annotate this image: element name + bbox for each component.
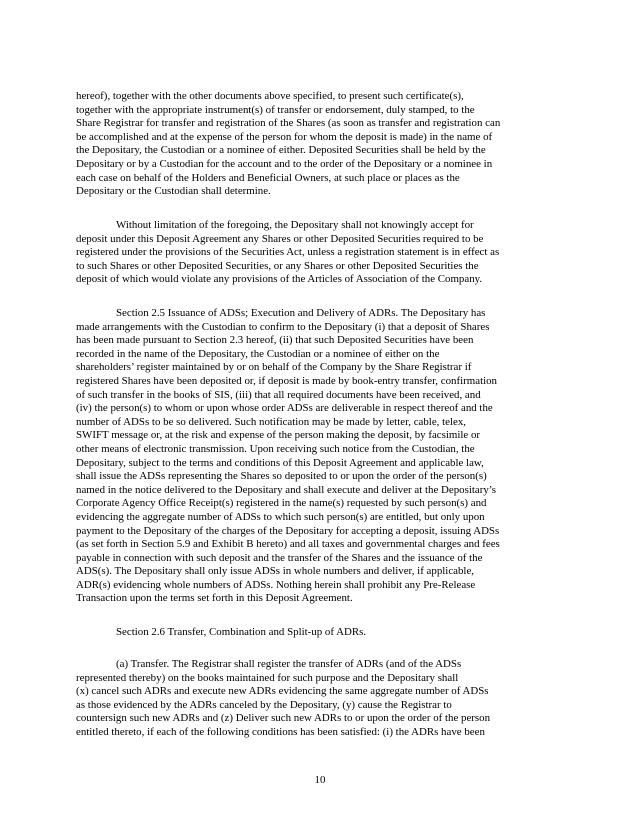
text-line: Depositary or by a Custodian for the account and to the order of the Depositary or a nominee in [76,157,493,170]
heading-section-2-6 [76,626,566,640]
text-line: deposit under this Deposit Agreement any Shares or other Deposited Securities required to be [76,232,484,245]
text-line: as those evidenced by the ADRs canceled by the Depositary, (y) cause the Registrar to [76,698,452,711]
text-line: Without limitation of the foregoing, the Depositary shall not knowingly accept for [116,219,474,231]
text-line: entitled thereto, if each of the following conditions has been satisfied: (i) the ADRs have been [76,725,485,738]
text-line: registered under the provisions of the Securities Act, unless a registration statement is in effect as [76,246,500,259]
text-line: (as set forth in Section 5.9 and Exhibit B hereto) and all taxes and governmental charges and fees [76,538,500,551]
text-line: Section 2.5 Issuance of ADSs; Execution and Delivery of ADRs. The Depositary has [116,307,486,319]
text-line: Share Registrar for transfer and registration of the Shares (as soon as transfer and registration can [76,117,501,130]
text-line: Corporate Agency Office Receipt(s) registered in the name(s) requested by such person(s) and [76,497,487,510]
text-line: Depositary or the Custodian shall determine. [76,185,271,198]
text-line: (a) Transfer. The Registrar shall register the transfer of ADRs (and of the ADSs [116,658,462,670]
text-line: recorded in the name of the Depositary, the Custodian or a nominee of either on the [76,347,440,360]
text-line: be accomplished and at the expense of the person for whom the deposit is made) in the name of [76,130,493,143]
text-line: to such Shares or other Deposited Securities, or any Shares or other Deposited Securities the [76,259,479,272]
text-line: has been made pursuant to Section 2.3 hereof, (ii) that such Deposited Securities have been [76,334,474,347]
paragraph-limitation [76,219,566,287]
text-line: of such transfer in the books of SIS, (iii) that all required documents have been received, and [76,388,481,401]
text-line: other means of electronic transmission. Upon receiving such notice from the Custodian, the [76,442,475,455]
text-line: Depositary, subject to the terms and conditions of this Deposit Agreement and applicable law, [76,456,484,469]
text-line: Transaction upon the terms set forth in this Deposit Agreement. [76,592,353,605]
text-line: shareholders’ register maintained by or on behalf of the Company by the Share Registrar if [76,361,472,374]
text-line: represented thereby) on the books maintained for such purpose and the Depositary shall [76,671,459,684]
page-number: 10 [314,774,326,786]
text-line: SWIFT message or, at the risk and expense of the person making the deposit, by facsimile or [76,429,481,442]
text-line: registered Shares have been deposited or, if deposit is made by book-entry transfer, confirmation [76,374,498,387]
text-line: countersign such new ADRs and (z) Deliver such new ADRs to or upon the order of the person [76,712,491,725]
text-line: hereof), together with the other documents above specified, to present such certificate(s), [76,90,464,102]
text-line: the Depositary, the Custodian or a nominee of either. Deposited Securities shall be held by the [76,144,486,157]
text-line: payable in connection with such deposit and the transfer of the Shares and the issuance of the [76,551,483,564]
paragraph-deposit-continuation [76,90,566,199]
text-line: deposit of which would violate any provisions of the Articles of Association of the Company. [76,273,483,286]
paragraph-transfer [76,658,566,740]
paragraph-section-2-5 [76,307,566,606]
text-line: ADR(s) evidencing whole numbers of ADSs. Nothing herein shall prohibit any Pre-Release [76,578,476,591]
text-line: made arrangements with the Custodian to confirm to the Depositary (i) that a deposit of Shares [76,320,490,333]
text-line: number of ADSs to be so delivered. Such notification may be made by letter, cable, telex, [76,415,467,428]
text-line: payment to the Depositary of the charges of the Depositary for accepting a deposit, issuing ADSs [76,524,500,537]
text-line: ADS(s). The Depositary shall only issue ADSs in whole numbers and deliver, if applicable, [76,565,475,578]
text-line: shall issue the ADSs representing the Shares so deposited to or upon the order of the person(s) [76,470,487,483]
text-line: named in the notice delivered to the Depositary and shall execute and deliver at the Depositary’s [76,483,497,496]
text-line: together with the appropriate instrument(s) of transfer or endorsement, duly stamped, to the [76,103,475,116]
text-line: each case on behalf of the Holders and Beneficial Owners, at such place or places as the [76,171,460,184]
text-line: (iv) the person(s) to whom or upon whose order ADSs are deliverable in respect thereof and the [76,402,493,415]
section-heading: Section 2.6 Transfer, Combination and Split-up of ADRs. [116,626,367,638]
text-line: (x) cancel such ADRs and execute new ADRs evidencing the same aggregate number of ADSs [76,685,489,698]
text-line: evidencing the aggregate number of ADSs to which such person(s) are entitled, but only upon [76,510,485,523]
